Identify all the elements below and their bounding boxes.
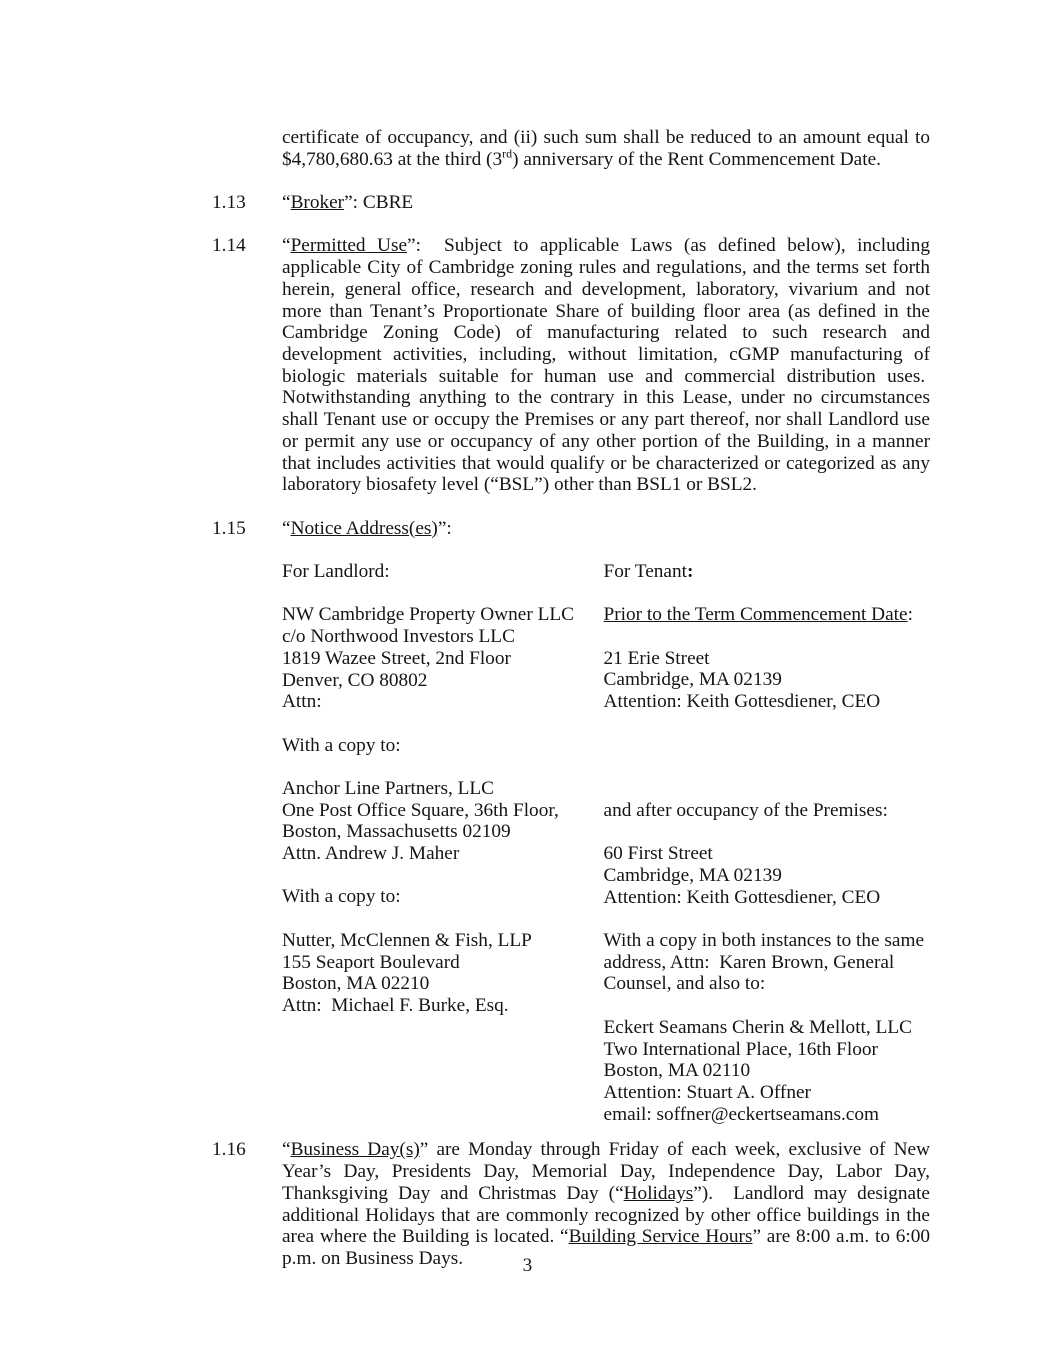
defined-term-permitted-use: Permitted Use xyxy=(290,235,408,257)
address-line: Attention: Keith Gottesdiener, CEO xyxy=(603,691,881,713)
section-1-15-body xyxy=(282,518,930,540)
section-1-15-text: ”: xyxy=(437,517,452,539)
address-line: Attn. Andrew J. Maher xyxy=(282,843,460,865)
address-line: NW Cambridge Property Owner LLC xyxy=(282,604,575,626)
defined-term-building-service-hours: Building Service Hours xyxy=(568,1226,753,1248)
address-line: 60 First Street xyxy=(603,843,713,865)
section-1-14 xyxy=(212,235,930,495)
address-line: Nutter, McClennen & Fish, LLP xyxy=(282,929,532,951)
address-line: Boston, Massachusetts 02109 xyxy=(282,821,511,843)
open-quote: “ xyxy=(282,517,291,539)
address-line: Boston, MA 02110 xyxy=(603,1060,751,1082)
with-copy-label-1: With a copy to: xyxy=(282,734,401,756)
open-quote: “ xyxy=(282,192,291,214)
after-occupancy-label: and after occupancy of the Premises: xyxy=(603,799,888,821)
defined-term-business-days: Business Day(s) xyxy=(290,1139,420,1161)
section-1-16-text-1: ” are Monday through Friday of each week, exclusive of New Year’s Day, Presidents Day, Memorial Day, Independence Day, Labor Day, Thanksgiving Day and Christmas Day (“ xyxy=(282,1139,931,1204)
landlord-address-block xyxy=(282,604,604,713)
address-line: Attention: Keith Gottesdiener, CEO xyxy=(603,886,881,908)
page-number: 3 xyxy=(522,1255,533,1276)
first-street-block xyxy=(604,843,930,908)
section-1-13-body xyxy=(282,192,930,214)
intro-text-pre: certificate of occupancy, and (ii) such sum shall be reduced to an amount equal to $4,780,680.63 at the third (3 xyxy=(282,127,930,170)
prior-heading-colon: : xyxy=(907,604,913,626)
intro-continuation-paragraph xyxy=(282,127,930,170)
address-line: Cambridge, MA 02139 xyxy=(603,669,782,691)
address-line: Eckert Seamans Cherin & Mellott, LLC xyxy=(603,1016,912,1038)
address-line: 21 Erie Street xyxy=(603,647,710,669)
address-line: 1819 Wazee Street, 2nd Floor xyxy=(282,647,511,669)
address-line: Cambridge, MA 02139 xyxy=(603,864,782,886)
section-1-16 xyxy=(212,1139,930,1269)
section-1-16-number: 1.16 xyxy=(212,1139,246,1161)
for-tenant-text: For Tenant xyxy=(603,561,687,582)
address-line: 155 Seaport Boulevard xyxy=(282,951,460,973)
nutter-block xyxy=(282,930,604,1017)
address-line: Boston, MA 02210 xyxy=(282,973,430,995)
landlord-address-column xyxy=(282,561,604,1125)
for-tenant-colon: : xyxy=(686,561,694,582)
section-1-16-text-3: ” are 8:00 a.m. to 6:00 p.m. on Business Days. xyxy=(282,1226,930,1269)
defined-term-holidays: Holidays xyxy=(623,1182,694,1204)
address-line: Attention: Stuart A. Offner xyxy=(603,1081,811,1103)
defined-term-notice-addresses: Notice Address(es) xyxy=(290,517,438,539)
address-line: Denver, CO 80802 xyxy=(282,669,428,691)
section-1-14-body xyxy=(282,235,930,495)
open-quote: “ xyxy=(282,1139,291,1161)
section-1-15 xyxy=(212,518,930,540)
anchor-line-partners-block xyxy=(282,778,604,865)
section-1-14-text: ”: Subject to applicable Laws (as defined below), including applicable City of Cambridge zoning rules and regulations, and the terms set forth herein, general office, research and development, laboratory, vivarium and not more than Tenant’s Proportionate Share of building floor area (as defined in the Cambridge Zoning Code) of manufacturing related to such research and development activities, including, without limitation, cGMP manufacturing of biologic materials suitable for human use and commercial distribution uses. Notwithstanding anything to the contrary in this Lease, under no circumstances shall Tenant use or occupy the Premises or any part thereof, nor shall Landlord use or permit any use or occupancy of any other portion of the Building, in a manner that includes activities that would qualify or be characterized or categorized as any laboratory biosafety level (“BSL”) other than BSL1 or BSL2. xyxy=(282,235,930,496)
with-copy-label-2: With a copy to: xyxy=(282,886,401,908)
address-line: c/o Northwood Investors LLC xyxy=(282,626,515,648)
ordinal-superscript: rd xyxy=(502,146,513,161)
prior-to-commencement-heading xyxy=(604,604,930,626)
section-1-14-number: 1.14 xyxy=(212,235,246,257)
section-1-13-number: 1.13 xyxy=(212,192,246,214)
intro-text-post: ) anniversary of the Rent Commencement Date. xyxy=(512,148,881,170)
section-1-13 xyxy=(212,192,930,214)
open-quote: “ xyxy=(282,235,291,257)
tenant-address-column xyxy=(604,561,930,1125)
eckert-seamans-block xyxy=(604,1017,930,1126)
defined-term-broker: Broker xyxy=(290,192,345,214)
address-line: Two International Place, 16th Floor xyxy=(603,1038,878,1060)
address-line: Anchor Line Partners, LLC xyxy=(282,777,495,799)
copy-both-instances-paragraph: With a copy in both instances to the same address, Attn: Karen Brown, General Counsel, and also to: xyxy=(603,930,925,995)
for-landlord-label: For Landlord: xyxy=(282,561,390,582)
for-tenant-label xyxy=(604,561,930,583)
address-line: email: soffner@eckertseamans.com xyxy=(603,1103,879,1125)
prior-heading-text: Prior to the Term Commencement Date xyxy=(603,604,908,626)
section-1-13-text: ”: CBRE xyxy=(344,192,414,214)
section-1-16-text-2: ”). Landlord may designate additional Holidays that are commonly recognized by other office buildings in the area where the Building is located. “ xyxy=(282,1182,930,1248)
address-line: One Post Office Square, 36th Floor, xyxy=(282,799,559,821)
address-line: Attn: xyxy=(282,691,322,713)
address-line: Attn: Michael F. Burke, Esq. xyxy=(282,994,509,1016)
section-1-15-number: 1.15 xyxy=(212,517,246,539)
notice-addresses-columns xyxy=(282,561,930,1125)
section-1-16-body xyxy=(282,1139,930,1269)
erie-street-block xyxy=(604,648,930,713)
